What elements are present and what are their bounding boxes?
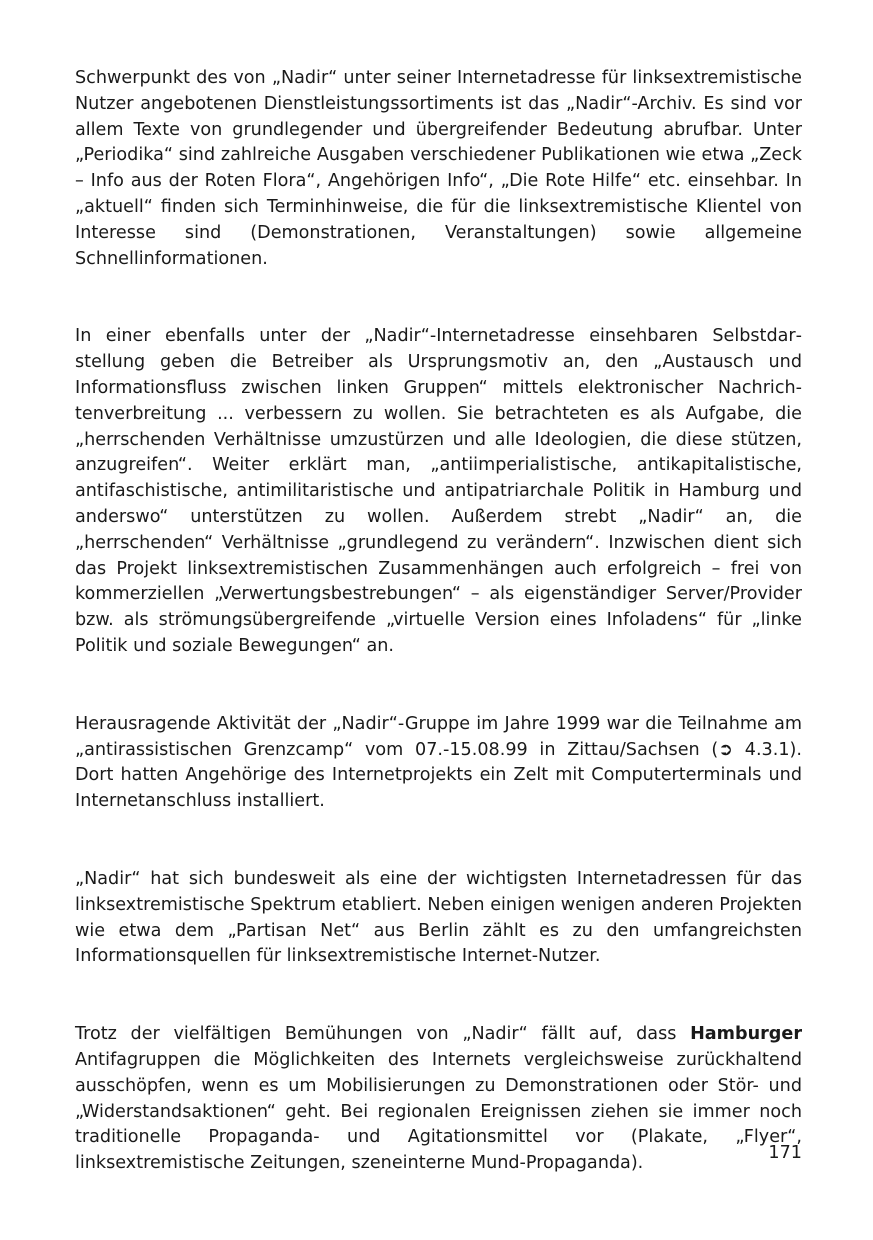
paragraph-grenzcamp-text-before: Herausragende Aktivität der „Nadir“-Gruppe im Jahre 1999 war die Teilnahme am „antirassistischen Grenzcamp“ vom 07.-15.08.99 in Zittau/Sachsen (: [75, 713, 802, 760]
paragraph-nationwide: „Nadir“ hat sich bundesweit als eine der wichtigsten Internetadressen für das linksextremistische Spektrum etabliert. Neben einigen wenigen anderen Projekten wie etwa dem „Partisan Net“ aus Berlin zählt es zu den umfangreichsten Informationsquellen für linksextremistische Internet-Nutzer.: [75, 868, 802, 967]
page-number: 171: [768, 1143, 802, 1163]
paragraph-archive: Schwerpunkt des von „Nadir“ unter seiner Internetadresse für linksextremistische Nutzer angebotenen Dienstleistungssortiments ist das „Nadir“-Archiv. Es sind vor allem Texte von grundlegender und übergreifender Bedeutung abrufbar. Unter „Periodika“ sind zahlreiche Ausgaben verschiedener Publikationen wie etwa „Zeck – Info aus der Roten Flora“, Angehörigen Info“, „Die Rote Hilfe“ etc. einsehbar. In „aktuell“ finden sich Terminhinweise, die für die linksextremistische Klientel von Interesse sind (Demonstrationen, Veranstaltungen) sowie allgemeine Schnellinformationen.: [75, 68, 802, 269]
paragraph-grenzcamp: [75, 712, 802, 815]
paragraph-self-description: In einer ebenfalls unter der „Nadir“-Internetadresse einsehbaren Selbstdarstellung geben die Betreiber als Ursprungsmotiv an, den „Austausch und Informationsfluss zwischen linken Gruppen“ mittels elektronischer Nachrichtenverbreitung ... verbessern zu wollen. Sie betrachteten es als Aufgabe, die „herrschenden Verhältnisse umzustürzen und alle Ideologien, die diese stützen, anzugreifen“. Weiter erklärt man, „antiimperialistische, antikapitalistische, antifaschistische, antimilitaristische und antipatriarchale Politik in Hamburg und anderswo“ unterstützen zu wollen. Außerdem strebt „Nadir“ an, die „herrschenden“ Verhältnisse „grundlegend zu verändern“. Inzwischen dient sich das Projekt linksextremistischen Zusammenhängen auch erfolgreich – frei von kommerziellen „Verwertungsbestrebungen“ – als eigenständiger Server/Provider bzw. als strömungsübergreifende „virtuelle Version eines Infoladens“ für „linke Politik und soziale Bewegungen“ an.: [75, 326, 802, 656]
emphasis-hamburger: Hamburger: [690, 1024, 802, 1045]
paragraph-hamburg-text-after: Antifagruppen die Möglichkeiten des Internets vergleichsweise zurückhaltend ausschöpfen, wenn es um Mobilisierungen zu Demonstrationen oder Stör- und „Widerstandsaktionen“ geht. Bei regionalen Ereignissen ziehen sie immer noch traditionelle Propaganda- und Agitationsmittel vor (Plakate, „Flyer“, linksextremistische Zeitungen, szeneinterne Mund-Propaganda).: [75, 1049, 802, 1174]
cross-reference-arrow-icon: ➲: [718, 739, 734, 760]
paragraph-grenzcamp-text-after: 4.3.1). Dort hatten Angehörige des Internetprojekts ein Zelt mit Computerterminals und Internetanschluss installiert.: [75, 739, 802, 812]
paragraph-hamburg-antifa: [75, 1022, 802, 1177]
page-body: [75, 66, 802, 1177]
paragraph-hamburg-text-before: Trotz der vielfältigen Bemühungen von „Nadir“ fällt auf, dass: [75, 1024, 691, 1045]
